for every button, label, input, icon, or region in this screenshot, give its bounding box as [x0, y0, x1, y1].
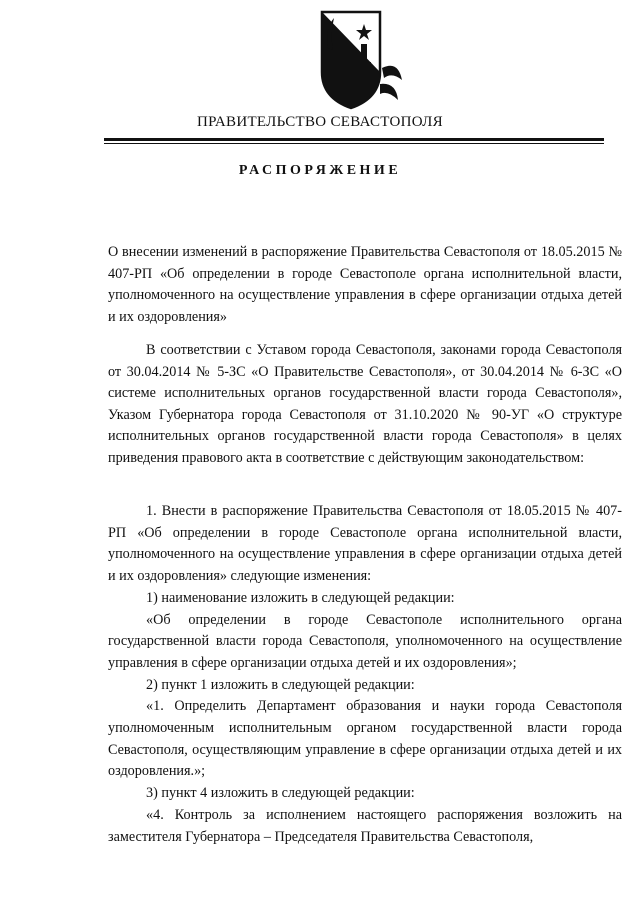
government-title: ПРАВИТЕЛЬСТВО СЕВАСТОПОЛЯ: [197, 114, 443, 130]
header-rule-thin: [104, 143, 604, 144]
new-title-quote: «Об определении в городе Севастополе исполнительного органа государственной власти города Севастополя, уполномоченного на осуществление управления в сфере организации отдыха детей и их оздоровления»;: [108, 611, 622, 671]
subject-text: О внесении изменений в распоряжение Правительства Севастополя от 18.05.2015 № 407-РП «Об определении в городе Севастополе органа исполнительной власти, уполномоченного на осуществление управления в сфере организации отдыха детей и их оздоровления»: [108, 244, 622, 325]
subpoint-3: 3) пункт 4 изложить в следующей редакции:: [146, 785, 415, 802]
resolution-points: [108, 501, 622, 848]
preamble-text: В соответствии с Уставом города Севастополя, законами города Севастополя от 30.04.2014 № 5-ЗС «О Правительстве Севастополя», от 30.04.2014 № 6-ЗС «О системе исполнительных органов государственной власти города Севастополя», Указом Губернатора города Севастополя от 31.10.2020 № 90-УГ «О структуре исполнительных органов государственной власти города Севастополя» в целях приведения правового акта в соответствие с действующим законодательством:: [108, 342, 622, 466]
document-type-title: РАСПОРЯЖЕНИЕ: [238, 163, 402, 178]
sevastopol-coat-of-arms-icon: [318, 8, 404, 112]
header-rule-thick: [104, 138, 604, 141]
point-1: 1. Внести в распоряжение Правительства Севастополя от 18.05.2015 № 407-РП «Об определении в городе Севастополе органа исполнительной власти, уполномоченного на осуществление управления в сфере организации отдыха детей и их оздоровления» следующие изменения:: [108, 503, 622, 585]
subpoint-2: 2) пункт 1 изложить в следующей редакции:: [146, 676, 415, 693]
subpoint-1: 1) наименование изложить в следующей редакции:: [146, 589, 455, 606]
new-point-1-quote: «1. Определить Департамент образования и науки города Севастополя уполномоченным исполнительным органом государственной власти города Севастополя, осуществляющим управление в сфере организации отдыха детей и их оздоровления.»;: [108, 698, 622, 780]
new-point-4-quote: «4. Контроль за исполнением настоящего распоряжения возложить на заместителя Губернатора – Председателя Правительства Севастополя,: [108, 806, 622, 845]
document-subject: [108, 242, 622, 328]
preamble: [108, 340, 622, 469]
